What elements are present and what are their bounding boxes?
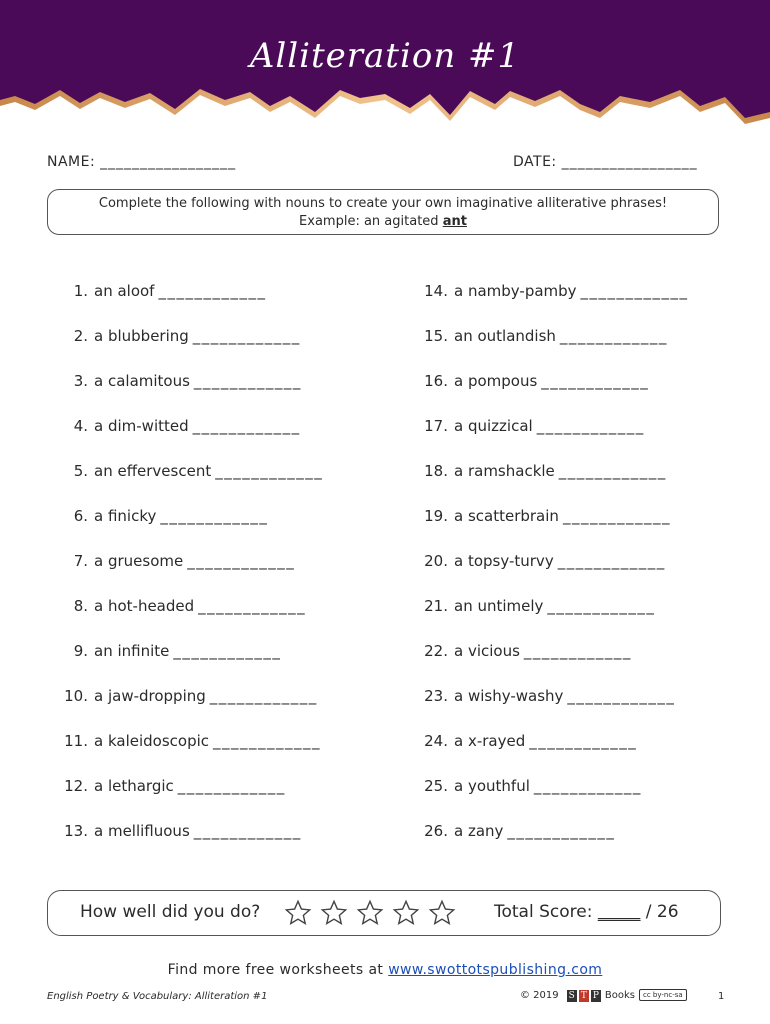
item-number: 24. <box>424 732 448 750</box>
name-blank[interactable]: _________________ <box>100 154 237 170</box>
answer-blank[interactable]: ____________ <box>558 462 667 480</box>
item-number: 23. <box>424 687 448 705</box>
footer-copyright <box>520 989 687 1001</box>
item-phrase: a kaleidoscopic <box>94 732 210 750</box>
item-phrase: a namby-pamby <box>454 282 577 300</box>
answer-blank[interactable]: ____________ <box>213 732 322 750</box>
item-phrase: a hot-headed <box>94 597 195 615</box>
item-number: 7. <box>73 552 88 570</box>
item-phrase: a ramshackle <box>454 462 555 480</box>
item-phrase: a wishy-washy <box>454 687 564 705</box>
stp-badge-p: P <box>592 990 599 1001</box>
item-phrase: a youthful <box>454 777 530 795</box>
list-item <box>406 777 642 795</box>
stp-badge-s: S <box>568 990 575 1001</box>
item-number: 3. <box>73 372 88 390</box>
list-item <box>406 687 675 705</box>
score-box <box>47 890 721 936</box>
item-phrase: an effervescent <box>94 462 212 480</box>
star-outline-icon[interactable] <box>428 899 456 927</box>
list-item <box>406 327 668 345</box>
item-number: 25. <box>424 777 448 795</box>
item-phrase: a pompous <box>454 372 538 390</box>
item-phrase: a x-rayed <box>454 732 526 750</box>
footer-promo <box>0 962 770 978</box>
list-item <box>406 597 655 615</box>
item-number: 2. <box>73 327 88 345</box>
item-number: 22. <box>424 642 448 660</box>
answer-blank[interactable]: ____________ <box>160 507 269 525</box>
name-label: NAME: <box>47 154 96 170</box>
page-number: 1 <box>718 991 725 1002</box>
item-phrase: a calamitous <box>94 372 190 390</box>
star-rating[interactable] <box>284 899 464 931</box>
books-text: Books <box>604 989 635 1001</box>
list-item <box>50 282 266 300</box>
item-phrase: a dim-witted <box>94 417 189 435</box>
item-phrase: an aloof <box>94 282 155 300</box>
instructions-box <box>47 189 719 235</box>
instructions-text: Complete the following with nouns to create your own imaginative alliterative phrases! <box>98 196 668 211</box>
list-item <box>50 507 268 525</box>
list-item <box>50 777 286 795</box>
answer-blank[interactable]: ____________ <box>529 732 638 750</box>
answer-blank[interactable]: ____________ <box>557 552 666 570</box>
list-item <box>406 822 615 840</box>
list-item <box>406 417 645 435</box>
date-blank[interactable]: _________________ <box>561 154 698 170</box>
item-number: 26. <box>424 822 448 840</box>
list-item <box>50 417 301 435</box>
answer-blank[interactable]: ____________ <box>192 417 301 435</box>
answer-blank[interactable]: ____________ <box>536 417 645 435</box>
item-number: 1. <box>73 282 88 300</box>
item-number: 8. <box>73 597 88 615</box>
score-question: How well did you do? <box>80 902 261 922</box>
total-score-label: Total Score: <box>494 902 593 922</box>
item-number: 6. <box>73 507 88 525</box>
copyright-text: © 2019 <box>520 989 559 1001</box>
item-phrase: an outlandish <box>454 327 556 345</box>
item-phrase: a quizzical <box>454 417 533 435</box>
item-number: 5. <box>73 462 88 480</box>
answer-blank[interactable]: ____________ <box>198 597 307 615</box>
item-number: 16. <box>424 372 448 390</box>
item-phrase: a jaw-dropping <box>94 687 206 705</box>
name-field[interactable] <box>47 154 236 170</box>
list-item <box>406 552 666 570</box>
item-phrase: a topsy-turvy <box>454 552 554 570</box>
item-number: 11. <box>64 732 88 750</box>
list-item <box>406 732 637 750</box>
example-line <box>48 213 718 231</box>
answer-blank[interactable]: ____________ <box>559 327 668 345</box>
list-item <box>50 822 302 840</box>
item-number: 20. <box>424 552 448 570</box>
star-outline-icon[interactable] <box>356 899 384 927</box>
answer-blank[interactable]: ____________ <box>215 462 324 480</box>
total-score-blank[interactable]: _____ <box>597 902 641 922</box>
header-banner <box>0 0 770 135</box>
item-number: 10. <box>64 687 88 705</box>
answer-blank[interactable]: ____________ <box>547 597 656 615</box>
list-item <box>50 462 323 480</box>
item-number: 12. <box>64 777 88 795</box>
item-phrase: a scatterbrain <box>454 507 559 525</box>
answer-blank[interactable]: ____________ <box>507 822 616 840</box>
answer-blank[interactable]: ____________ <box>523 642 632 660</box>
list-item <box>406 282 689 300</box>
item-phrase: an infinite <box>94 642 170 660</box>
list-item <box>50 687 318 705</box>
list-item <box>50 642 281 660</box>
answer-blank[interactable]: ____________ <box>209 687 318 705</box>
item-phrase: a blubbering <box>94 327 189 345</box>
list-item <box>406 462 667 480</box>
answer-blank[interactable]: ____________ <box>562 507 671 525</box>
stp-badge-t: T <box>580 990 587 1001</box>
list-item <box>50 552 295 570</box>
date-field[interactable] <box>513 154 698 170</box>
footer-prompt: Find more free worksheets at <box>167 962 384 978</box>
star-outline-icon[interactable] <box>284 899 312 927</box>
date-label: DATE: <box>513 154 557 170</box>
answer-blank[interactable]: ____________ <box>158 282 267 300</box>
list-item <box>406 372 649 390</box>
item-number: 14. <box>424 282 448 300</box>
page-title: Alliteration #1 <box>249 36 521 76</box>
item-phrase: a gruesome <box>94 552 184 570</box>
footer-left-text: English Poetry & Vocabulary: Alliteration #1 <box>47 991 268 1002</box>
list-item <box>50 327 301 345</box>
item-number: 4. <box>73 417 88 435</box>
answer-blank[interactable]: ____________ <box>187 552 296 570</box>
answer-blank[interactable]: ____________ <box>192 327 301 345</box>
item-phrase: a mellifluous <box>94 822 190 840</box>
item-phrase: a finicky <box>94 507 157 525</box>
total-score-max: / 26 <box>645 902 679 922</box>
list-item <box>406 642 632 660</box>
stp-logo <box>565 990 601 1001</box>
list-item <box>50 732 321 750</box>
item-number: 19. <box>424 507 448 525</box>
total-score <box>494 902 679 922</box>
item-phrase: a lethargic <box>94 777 174 795</box>
item-number: 21. <box>424 597 448 615</box>
star-outline-icon[interactable] <box>392 899 420 927</box>
answer-blank[interactable]: ____________ <box>533 777 642 795</box>
answer-blank[interactable]: ____________ <box>193 822 302 840</box>
answer-blank[interactable]: ____________ <box>177 777 286 795</box>
item-phrase: a zany <box>454 822 504 840</box>
example-prefix: Example: an agitated <box>299 214 439 229</box>
item-number: 17. <box>424 417 448 435</box>
item-number: 18. <box>424 462 448 480</box>
item-number: 13. <box>64 822 88 840</box>
item-number: 9. <box>73 642 88 660</box>
website-link[interactable]: www.swottotspublishing.com <box>388 962 603 978</box>
star-outline-icon[interactable] <box>320 899 348 927</box>
answer-blank[interactable]: ____________ <box>173 642 282 660</box>
list-item <box>50 372 302 390</box>
example-answer: ant <box>442 214 467 229</box>
item-number: 15. <box>424 327 448 345</box>
answer-blank[interactable]: ____________ <box>193 372 302 390</box>
item-phrase: a vicious <box>454 642 520 660</box>
list-item <box>50 597 306 615</box>
answer-blank[interactable]: ____________ <box>567 687 676 705</box>
answer-blank[interactable]: ____________ <box>541 372 650 390</box>
item-phrase: an untimely <box>454 597 544 615</box>
list-item <box>406 507 671 525</box>
cc-license-icon: cc by-nc-sa <box>639 989 687 1001</box>
answer-blank[interactable]: ____________ <box>580 282 689 300</box>
